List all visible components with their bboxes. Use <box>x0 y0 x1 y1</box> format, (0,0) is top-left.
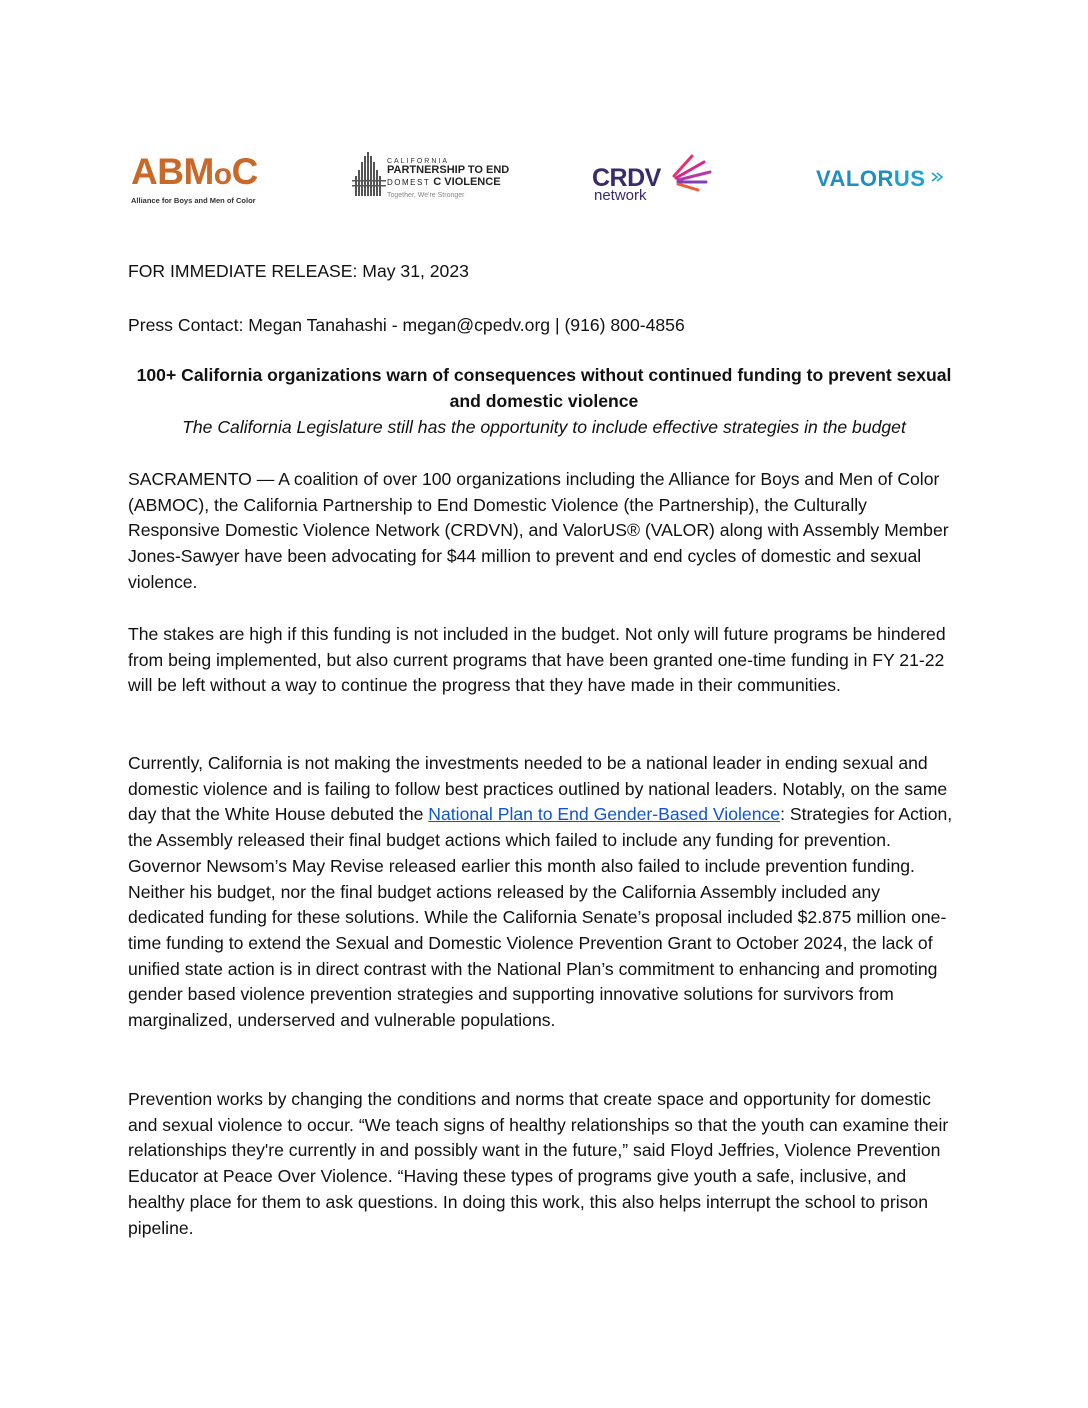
partnership-text <box>387 158 509 199</box>
abmoc-tagline: Alliance for Boys and Men of Color <box>131 196 256 205</box>
national-plan-link[interactable]: National Plan to End Gender-Based Violence <box>428 804 781 825</box>
press-release-subheadline: The California Legislature still has the opportunity to include effective strategies in the budget <box>182 417 906 437</box>
valorus-wordmark: VALORUS <box>816 166 926 191</box>
paragraph-stakes: The stakes are high if this funding is not included in the budget. Not only will future programs be hindered from being implemented, but also current programs that have been granted one-time funding in FY 21-22 will be left without a way to continue the progress that they have made in their communities. <box>128 624 946 696</box>
crdv-wordmark: CRDV <box>592 164 661 192</box>
partnership-tagline: Together, We're Stronger <box>387 192 465 199</box>
abmoc-logo <box>131 152 258 205</box>
paragraph-currently <box>128 751 960 1034</box>
crdv-subtitle: network <box>594 187 647 204</box>
paragraph-currently-text-b: : Strategies for Action, the Assembly released their final budget actions which failed to include any funding for prevention. Governor Newsom’s May Revise released earlier this month also failed to include prevention funding. Neither his budget, nor the final budget actions released by the California Assembly included any dedicated funding for these solutions. While the California Senate’s proposal included $2.875 million one-time funding to extend the Sexual and Domestic Violence Prevention Grant to October 2024, the lack of unified state action is in direct contrast with the National Plan’s commitment to enhancing and promoting gender based violence prevention strategies and supporting innovative solutions for survivors from marginalized, underserved and vulnerable populations. <box>128 804 953 1031</box>
release-date-line: FOR IMMEDIATE RELEASE: May 31, 2023 <box>128 261 469 281</box>
press-contact-line: Press Contact: Megan Tanahashi - megan@cpedv.org | (916) 800-4856 <box>128 315 685 335</box>
paragraph-sacramento: SACRAMENTO — A coalition of over 100 organizations including the Alliance for Boys and Men of Color (ABMOC), the California Partnership to End Domestic Violence (the Partnership), the Culturally Responsive Domestic Violence Network (CRDVN), and ValorUS® (VALOR) along with Assembly Member Jones-Sawyer have been advocating for $44 million to prevent and end cycles of domestic and sexual violence. <box>128 469 949 592</box>
press-release-headline: 100+ California organizations warn of consequences without continued funding to prevent sexual and domestic violence <box>136 365 952 411</box>
partner-logos-row <box>0 148 1088 214</box>
burst-lines-icon <box>670 152 716 192</box>
crdv-logo <box>592 152 722 212</box>
abmoc-wordmark: ABMoC <box>131 151 258 192</box>
partnership-line-3: DOMEST C VIOLENCE <box>387 176 501 188</box>
capitol-dome-icon <box>352 152 386 196</box>
partnership-line-1: CALIFORNIA <box>387 158 450 165</box>
partnership-line-2: PARTNERSHIP TO END <box>387 164 510 176</box>
paragraph-currently-text-a: Currently, California is not making the investments needed to be a national leader in ending sexual and domestic violence and is failing to follow best practices outlined by national leaders. Notably, on the same day that the White House debuted the <box>128 753 948 825</box>
chevron-arrows-icon <box>930 170 944 184</box>
valorus-logo <box>816 167 944 191</box>
paragraph-prevention: Prevention works by changing the conditions and norms that create space and opportunity for domestic and sexual violence to occur. “We teach signs of healthy relationships so that the youth can examine their relationships they're currently in and possibly want in the future,” said Floyd Jeffries, Violence Prevention Educator at Peace Over Violence. “Having these types of programs give youth a safe, inclusive, and healthy place for them to ask questions. In doing this work, this also helps interrupt the school to prison pipeline. <box>128 1089 949 1238</box>
partnership-logo <box>352 150 512 210</box>
